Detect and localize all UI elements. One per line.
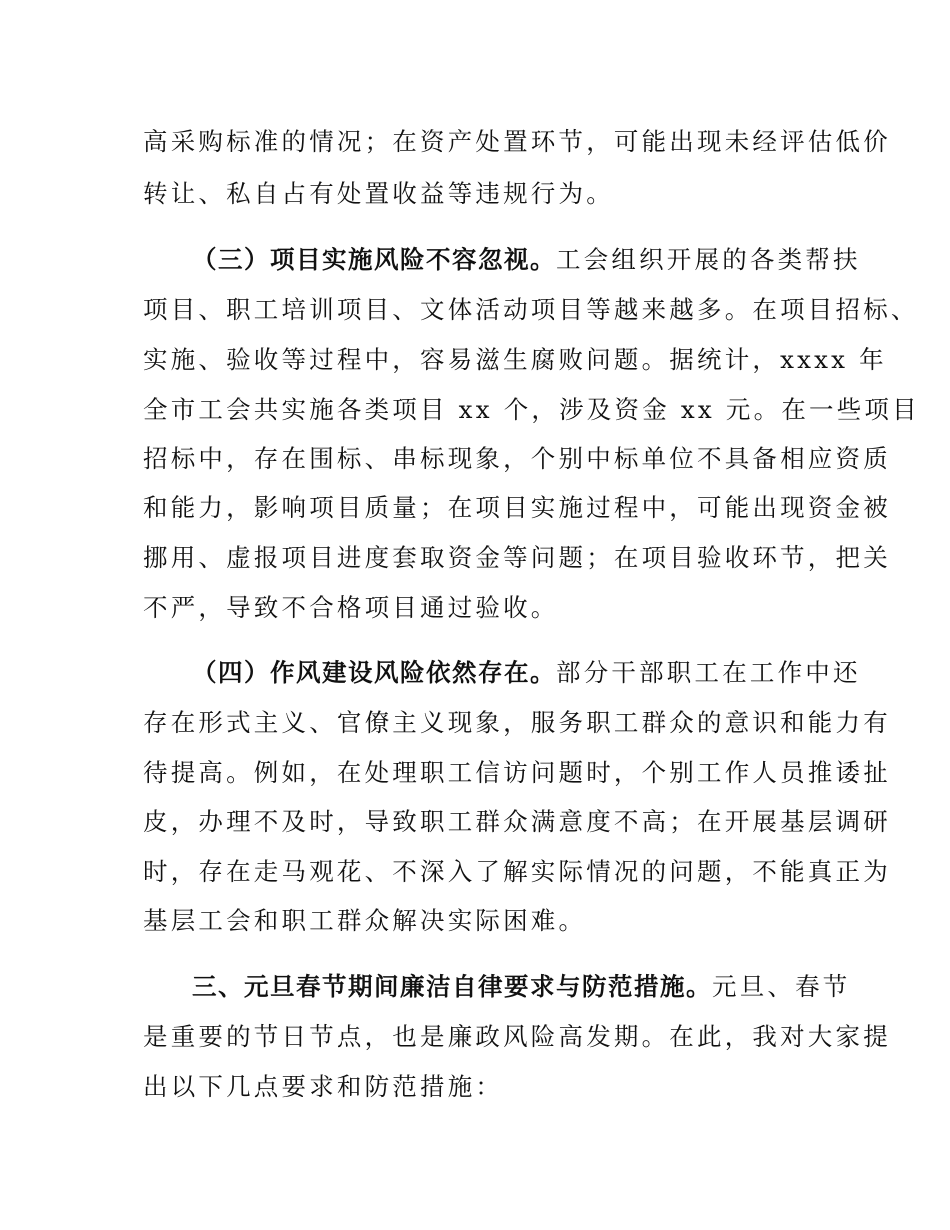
line-text: 工会组织开展的各类帮扶 bbox=[556, 245, 861, 274]
body-line bbox=[143, 1072, 503, 1102]
line-text: 实施、验收等过程中，容易滋生腐败问题。据统计，xxxx 年 bbox=[143, 345, 887, 374]
body-line bbox=[143, 395, 920, 425]
line-text: 转让、私自占有处置收益等违规行为。 bbox=[143, 179, 614, 208]
section-heading-line bbox=[192, 972, 851, 1002]
body-line bbox=[143, 807, 891, 837]
body-line bbox=[143, 857, 891, 887]
body-line bbox=[143, 295, 919, 325]
section-heading-line bbox=[192, 245, 861, 275]
body-line bbox=[143, 1022, 891, 1052]
line-text: 全市工会共实施各类项目 xx 个，涉及资金 xx 元。在一些项目 bbox=[143, 395, 920, 424]
section-heading: 三、元旦春节期间廉洁自律要求与防范措施。 bbox=[192, 972, 712, 1001]
line-text: 出以下几点要求和防范措施： bbox=[143, 1072, 504, 1101]
body-line bbox=[143, 179, 614, 209]
section-heading: （四）作风建设风险依然存在。 bbox=[192, 658, 556, 687]
body-line bbox=[143, 493, 891, 523]
section-heading-line bbox=[192, 658, 861, 688]
line-text: 元旦、春节 bbox=[712, 972, 851, 1001]
line-text: 项目、职工培训项目、文体活动项目等越来越多。在项目招标、 bbox=[143, 295, 919, 324]
line-text: 存在形式主义、官僚主义现象，服务职工群众的意识和能力有 bbox=[143, 708, 891, 737]
line-text: 不严，导致不合格项目通过验收。 bbox=[143, 593, 559, 622]
body-line bbox=[143, 444, 891, 474]
body-line bbox=[143, 906, 586, 936]
line-text: 是重要的节日节点，也是廉政风险高发期。在此，我对大家提 bbox=[143, 1022, 891, 1051]
line-text: 时，存在走马观花、不深入了解实际情况的问题，不能真正为 bbox=[143, 857, 891, 886]
line-text: 部分干部职工在工作中还 bbox=[556, 658, 861, 687]
line-text: 待提高。例如，在处理职工信访问题时，个别工作人员推诿扯 bbox=[143, 758, 891, 787]
body-line bbox=[143, 593, 559, 623]
line-text: 和能力，影响项目质量；在项目实施过程中，可能出现资金被 bbox=[143, 493, 891, 522]
section-heading: （三）项目实施风险不容忽视。 bbox=[192, 245, 556, 274]
line-text: 挪用、虚报项目进度套取资金等问题；在项目验收环节，把关 bbox=[143, 543, 891, 572]
body-line bbox=[143, 127, 891, 157]
body-line bbox=[143, 758, 891, 788]
line-text: 皮，办理不及时，导致职工群众满意度不高；在开展基层调研 bbox=[143, 807, 891, 836]
body-line bbox=[143, 708, 891, 738]
body-line bbox=[143, 543, 891, 573]
line-text: 基层工会和职工群众解决实际困难。 bbox=[143, 906, 587, 935]
body-line bbox=[143, 345, 887, 375]
line-text: 高采购标准的情况；在资产处置环节，可能出现未经评估低价 bbox=[143, 127, 891, 156]
line-text: 招标中，存在围标、串标现象，个别中标单位不具备相应资质 bbox=[143, 444, 891, 473]
